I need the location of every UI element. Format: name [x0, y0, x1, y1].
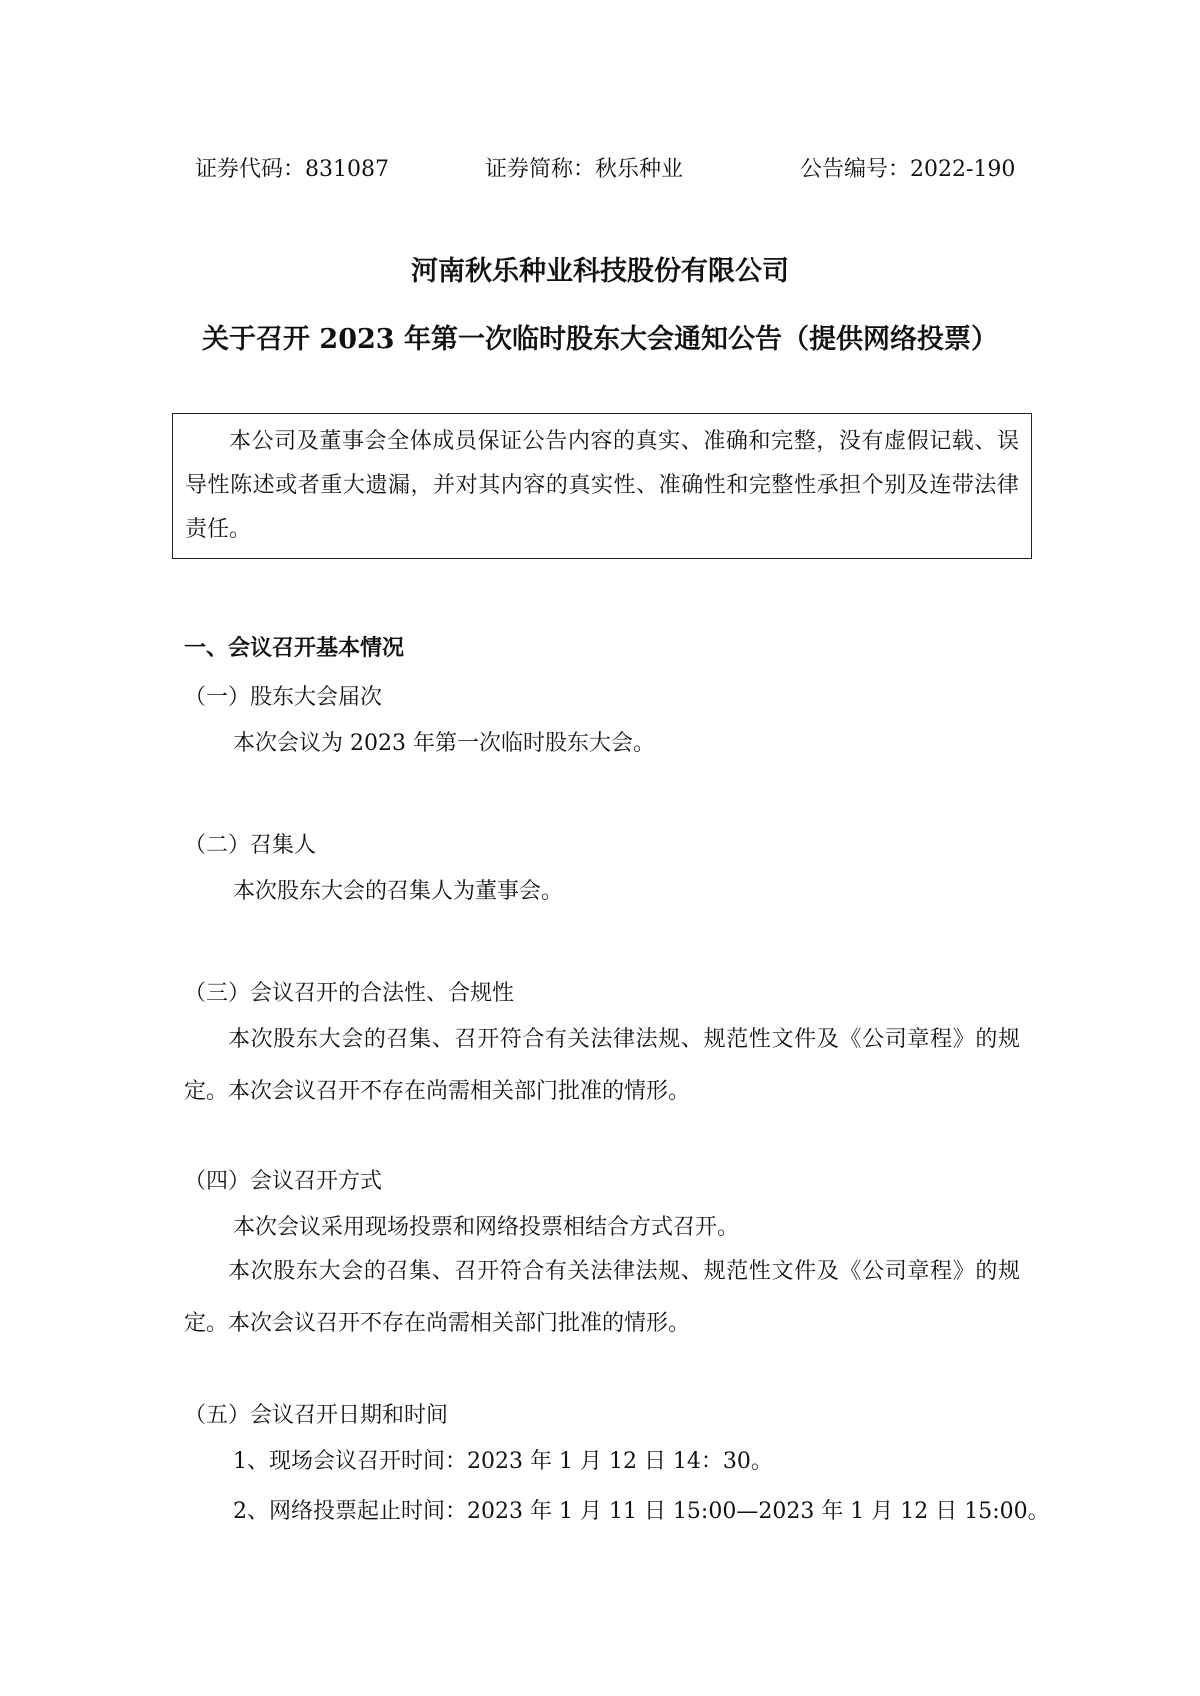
- company-title: 河南秋乐种业科技股份有限公司: [411, 256, 789, 287]
- subsection-heading-4: （四）会议召开方式: [184, 1169, 383, 1194]
- subsection-heading-2: （二）召集人: [184, 833, 317, 858]
- subsection-text-4b: 本次股东大会的召集、召开符合有关法律法规、规范性文件及《公司章程》的规定。本次会议召开不存在尚需相关部门批准的情形。: [184, 1259, 1020, 1336]
- header-row: [0, 150, 1200, 190]
- subsection-heading-3: （三）会议召开的合法性、合规性: [184, 981, 515, 1006]
- notice-title: 关于召开 2023 年第一次临时股东大会通知公告（提供网络投票）: [202, 324, 998, 355]
- subsection-heading-1: （一）股东大会届次: [184, 685, 383, 710]
- subsection-heading-5: （五）会议召开日期和时间: [184, 1403, 449, 1428]
- subsection-text-2: 本次股东大会的召集人为董事会。: [233, 879, 564, 904]
- subsection-text-1: 本次会议为 2023 年第一次临时股东大会。: [233, 731, 655, 756]
- subsection-item-5-1: 1、现场会议召开时间：2023 年 1 月 12 日 14：30。: [233, 1449, 773, 1474]
- subsection-item-5-2: 2、网络投票起止时间：2023 年 1 月 11 日 15:00—2023 年 1 月 12 日 15:00。: [233, 1499, 1050, 1524]
- security-code: 证券代码：831087: [195, 157, 389, 182]
- subsection-text-4a: 本次会议采用现场投票和网络投票相结合方式召开。: [233, 1215, 740, 1240]
- subsection-text-3: 本次股东大会的召集、召开符合有关法律法规、规范性文件及《公司章程》的规定。本次会议召开不存在尚需相关部门批准的情形。: [184, 1027, 1020, 1104]
- section-heading: 一、会议召开基本情况: [184, 635, 405, 661]
- disclaimer-box: 本公司及董事会全体成员保证公告内容的真实、准确和完整，没有虚假记载、误导性陈述或者重大遗漏，并对其内容的真实性、准确性和完整性承担个别及连带法律责任。: [172, 413, 1032, 559]
- announcement-number: 公告编号：2022-190: [800, 157, 1016, 182]
- security-name: 证券简称：秋乐种业: [485, 157, 684, 182]
